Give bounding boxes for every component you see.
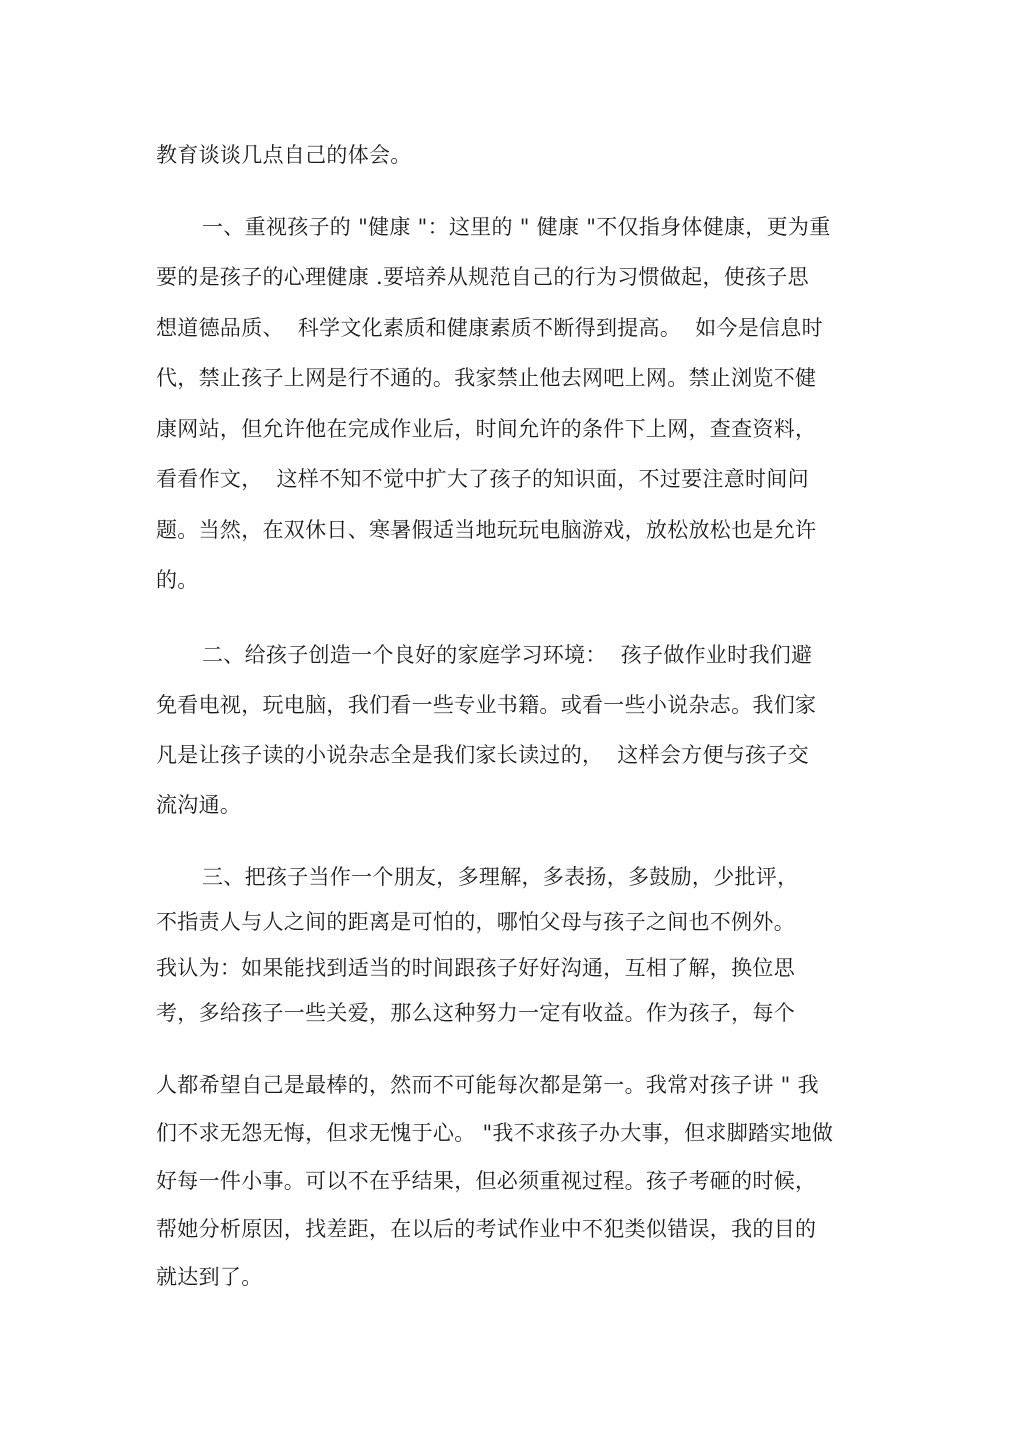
text-line: 好每一件小事。可以不在乎结果，但必须重视过程。孩子考砸的时候， [156,1169,817,1193]
text-line: 我认为：如果能找到适当的时间跟孩子好好沟通，互相了解，换位思 [156,956,795,980]
text-line: 免看电视，玩电脑，我们看一些专业书籍。或看一些小说杂志。我们家 [156,693,817,717]
paragraph-3-line: 三、把孩子当作一个朋友，多理解，多表扬，多鼓励，少批评， [202,865,799,889]
text-line: 就达到了。 [156,1265,263,1289]
text-line: 看看作文， 这样不知不觉中扩大了孩子的知识面，不过要注意时间问 [156,467,809,491]
paragraph-1-line: 一、重视孩子的 "健康 "：这里的 " 健康 "不仅指身体健康，更为重 [202,215,831,239]
text-line: 题。当然，在双休日、寒暑假适当地玩玩电脑游戏，放松放松也是允许 [156,518,817,542]
text-line: 想道德品质、 科学文化素质和健康素质不断得到提高。 如今是信息时 [156,316,823,340]
text-line: 凡是让孩子读的小说杂志全是我们家长读过的， 这样会方便与孩子交 [156,743,809,767]
text-line: 人都希望自己是最棒的，然而不可能每次都是第一。我常对孩子讲 " 我 [156,1073,819,1097]
text-line: 的。 [156,568,199,592]
text-line: 要的是孩子的心理健康 .要培养从规范自己的行为习惯做起，使孩子思 [156,265,809,289]
text-line: 考，多给孩子一些关爱，那么这种努力一定有收益。作为孩子，每个 [156,1001,795,1025]
text-line: 不指责人与人之间的距离是可怕的，哪怕父母与孩子之间也不例外。 [156,910,795,934]
text-line: 们不求无怨无悔，但求无愧于心。 "我不求孩子办大事，但求脚踏实地做 [156,1121,834,1145]
paragraph-2-line: 二、给孩子创造一个良好的家庭学习环境： 孩子做作业时我们避 [202,643,813,667]
text-line: 代，禁止孩子上网是行不通的。我家禁止他去网吧上网。禁止浏览不健 [156,366,817,390]
text-line: 教育谈谈几点自己的体会。 [156,143,412,167]
text-line: 流沟通。 [156,793,242,817]
text-line: 康网站，但允许他在完成作业后，时间允许的条件下上网，查查资料， [156,417,817,441]
text-line: 帮她分析原因，找差距，在以后的考试作业中不犯类似错误，我的目的 [156,1217,817,1241]
